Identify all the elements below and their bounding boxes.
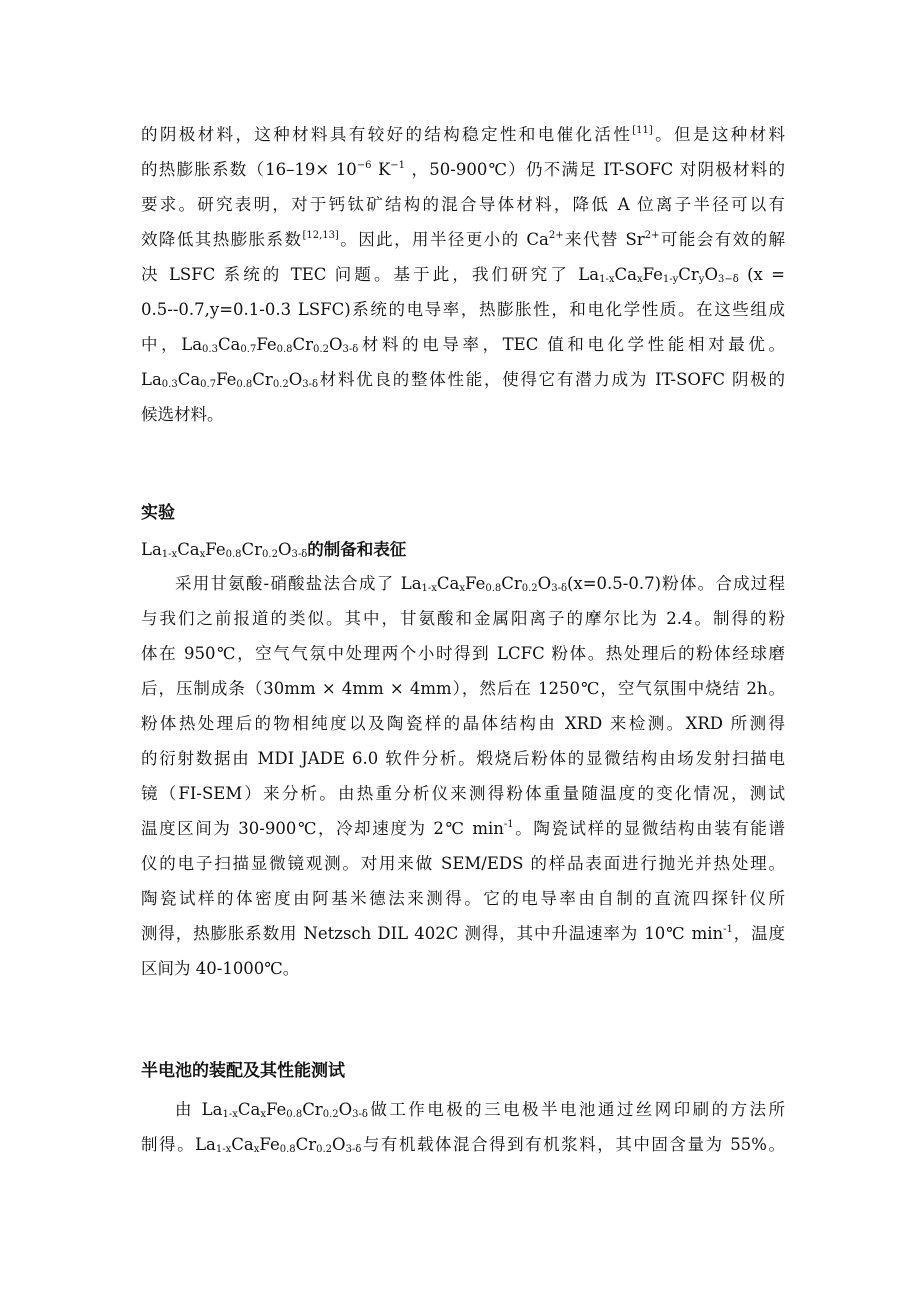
text-line: 粉体热处理后的物相纯度以及陶瓷样的晶体结构由 XRD 来检测。XRD 所测得 [141, 714, 785, 733]
text: 材料优良的整体性能，使得它有潜力成为 IT-SOFC 阴极的 [318, 370, 785, 389]
text: 效降低其热膨胀系数 [141, 230, 303, 249]
text: 的热膨胀系数（16–19× 10 [141, 160, 357, 179]
subscript: x [636, 274, 643, 285]
subscript: 0.8 [276, 344, 293, 355]
text: O [338, 1100, 353, 1119]
text: Ca [436, 574, 460, 593]
subscript: 0.2 [262, 549, 278, 560]
superscript: 2+ [644, 230, 660, 241]
subscript: x [253, 1144, 260, 1155]
text: O [537, 574, 552, 593]
subscript: 1-x [161, 549, 178, 560]
subsection-heading-preparation [141, 535, 785, 565]
text-line: 0.5--0.7,y=0.1-0.3 LSFC)系统的电导率，热膨胀性，和电化学性质。在这些组成 [141, 300, 785, 319]
text: Cr [292, 335, 314, 354]
text: Cr [295, 1135, 317, 1154]
subscript: 0.7 [240, 344, 257, 355]
text-line [141, 257, 785, 292]
subscript: 3-δ [551, 583, 567, 594]
subscript: 0.2 [313, 344, 329, 355]
text-line: 的衍射数据由 MDI JADE 6.0 软件分析。煅烧后粉体的显微结构由场发射扫描电 [141, 749, 785, 768]
text-line: 要求。研究表明，对于钙钛矿结构的混合导体材料，降低 A 位离子半径可以有 [141, 195, 785, 214]
text: Fe [216, 370, 237, 389]
text: Ca [217, 335, 241, 354]
text: 采用甘氨酸-硝酸盐法合成了 La [175, 574, 422, 593]
text-line [141, 152, 785, 187]
text-line: 镜（FI-SEM）来分析。由热重分析仪来测得粉体重量随温度的变化情况，测试 [141, 784, 785, 803]
text: 。但是这种材料 [652, 125, 786, 144]
subscript: 0.2 [272, 379, 289, 390]
text-line: 仪的电子扫描显微镜观测。对用来做 SEM/EDS 的样品表面进行抛光并热处理。 [141, 854, 785, 873]
text: Ca [614, 265, 637, 284]
text: 与有机载体混合得到有机浆料，其中固含量为 55%。 [361, 1135, 786, 1154]
subscript: 1-x [215, 1144, 232, 1155]
text-line [141, 1092, 785, 1127]
subscript: 0.3 [202, 344, 218, 355]
text-line [141, 327, 785, 362]
text-line [141, 811, 785, 846]
text: 来代替 Sr [563, 230, 645, 249]
text: Ca [231, 1135, 254, 1154]
text: 中，La [141, 335, 203, 354]
text-line [141, 566, 785, 601]
superscript: 2+ [548, 230, 564, 241]
text: Ca [237, 1100, 261, 1119]
text: O [288, 370, 303, 389]
subscript: 1-y [662, 274, 679, 285]
subscript: 3−δ [717, 274, 739, 285]
text: Fe [259, 1135, 280, 1154]
text: O [332, 1135, 346, 1154]
text-line [141, 222, 785, 257]
text: Fe [265, 1100, 287, 1119]
superscript: -1 [723, 924, 733, 935]
text: 材料的电导率，TEC 值和电化学性能相对最优。 [358, 335, 785, 354]
text: O [277, 540, 292, 559]
subscript: 0.8 [236, 379, 253, 390]
text: 。陶瓷试样的显微结构由装有能谱 [513, 819, 785, 838]
subscript: 0.8 [279, 1144, 296, 1155]
subscript: 3-δ [342, 344, 359, 355]
text: O [704, 265, 718, 284]
text-line: 与我们之前报道的类似。其中，甘氨酸和金属阳离子的摩尔比为 2.4。制得的粉 [141, 609, 785, 628]
text: O [328, 335, 343, 354]
text: Cr [501, 574, 522, 593]
subscript: x [199, 549, 206, 560]
subscript: y [698, 274, 705, 285]
text: 制得。La [141, 1135, 216, 1154]
subscript: 0.8 [225, 549, 242, 560]
text: Cr [302, 1100, 323, 1119]
text: Fe [642, 265, 663, 284]
method-paragraph [141, 566, 785, 986]
subscript: 1-x [222, 1109, 238, 1120]
text: (x = [738, 265, 786, 284]
subscript: 3-δ [352, 1109, 368, 1120]
subscript: 1-x [599, 274, 615, 285]
section-heading-half-cell: 半电池的装配及其性能测试 [141, 1061, 345, 1081]
citation: [12,13] [302, 230, 339, 241]
subscript: 0.8 [485, 583, 502, 594]
text-line: 区间为 40-1000℃。 [141, 959, 300, 978]
text: Ca [177, 370, 201, 389]
superscript: −6 [356, 160, 372, 171]
text: K [371, 160, 391, 179]
superscript: -1 [503, 819, 514, 830]
subscript: 0.2 [322, 1109, 339, 1120]
text: Cr [252, 370, 273, 389]
text-line [141, 916, 785, 951]
text-line: 陶瓷试样的体密度由阿基米德法来测得。它的电导率由自制的直流四探针仪所 [141, 889, 785, 908]
text: 决 LSFC 系统的 TEC 问题。基于此，我们研究了 La [141, 265, 600, 284]
text: La [141, 370, 162, 389]
text-line: 后，压制成条（30mm × 4mm × 4mm），然后在 1250℃，空气氛围中烧结 2h。 [141, 679, 785, 698]
text: Fe [205, 540, 226, 559]
text: ，50-900℃）仍不满足 IT-SOFC 对阴极材料的 [405, 160, 785, 179]
text-line [141, 362, 785, 397]
half-cell-paragraph [141, 1092, 785, 1162]
superscript: −1 [390, 160, 406, 171]
subscript: 0.2 [521, 583, 538, 594]
subscript: 0.3 [161, 379, 178, 390]
intro-paragraph [141, 117, 785, 432]
text: Cr [678, 265, 699, 284]
text: 可能会有效的解 [659, 230, 786, 249]
section-heading-experiment: 实验 [141, 503, 175, 523]
text: ，温度 [732, 924, 786, 943]
text-line: 候选材料。 [141, 405, 224, 424]
text-line [141, 117, 785, 152]
text: Fe [465, 574, 486, 593]
text: 做工作电极的三电极半电池通过丝网印刷的方法所 [367, 1100, 786, 1119]
citation: [11] [632, 125, 653, 136]
text: 测得，热膨胀系数用 Netzsch DIL 402C 测得，其中升温速率为 10℃ min [141, 924, 724, 943]
subscript: 0.7 [200, 379, 217, 390]
subscript: 1-x [421, 583, 437, 594]
text: 由 La [175, 1100, 223, 1119]
subscript: 0.2 [316, 1144, 333, 1155]
subscript: x [459, 583, 466, 594]
text-line: 体在 950℃，空气气氛中处理两个小时得到 LCFC 粉体。热处理后的粉体经球磨 [141, 644, 785, 663]
subscript: 0.8 [286, 1109, 303, 1120]
subscript: x [260, 1109, 266, 1120]
text: La [141, 540, 162, 559]
subscript: 3-δ [345, 1144, 362, 1155]
text: Fe [256, 335, 277, 354]
text: Cr [241, 540, 263, 559]
text: Ca [177, 540, 200, 559]
text: 的阴极材料，这种材料具有较好的结构稳定性和电催化活性 [141, 125, 633, 144]
subscript: 3-δ [302, 379, 319, 390]
text: (x=0.5-0.7)粉体。合成过程 [566, 574, 785, 593]
text: 。因此，用半径更小的 Ca [338, 230, 549, 249]
text: 温度区间为 30-900℃，冷却速度为 2℃ min [141, 819, 504, 838]
text-line [141, 1127, 785, 1162]
text: 的制备和表征 [307, 540, 407, 559]
subscript: 3-δ [291, 549, 308, 560]
